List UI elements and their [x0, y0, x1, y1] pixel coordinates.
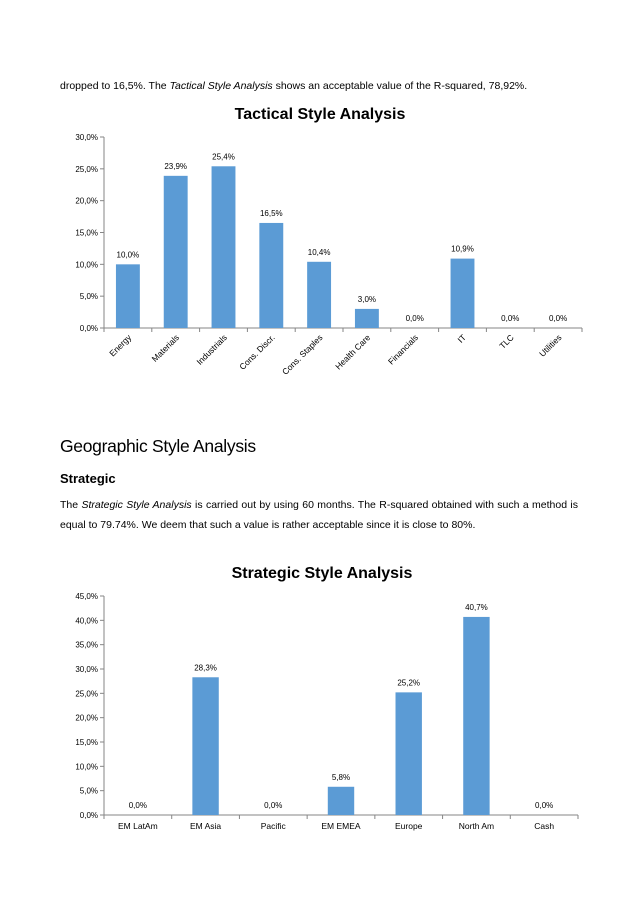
sub-heading: Strategic	[60, 471, 116, 486]
category-label: Cash	[534, 821, 555, 831]
y-tick-label: 45,0%	[75, 592, 98, 601]
data-label: 25,2%	[397, 678, 421, 688]
y-tick-label: 35,0%	[75, 640, 98, 650]
data-label: 0,0%	[535, 801, 554, 810]
y-tick-label: 20,0%	[75, 713, 98, 723]
category-label: EM LatAm	[118, 821, 158, 831]
bar-em-emea	[328, 787, 354, 815]
bar-cons-discr	[259, 223, 283, 328]
tactical-style-chart	[0, 95, 638, 395]
y-tick-label: 30,0%	[75, 133, 98, 142]
data-label: 23,9%	[164, 161, 188, 171]
category-label: Materials	[149, 332, 182, 364]
category-label: Energy	[107, 332, 134, 359]
bar-north-am	[463, 617, 489, 815]
data-label: 0,0%	[548, 314, 568, 323]
strategic-text-italic: Strategic Style Analysis	[81, 499, 192, 511]
data-label: 5,8%	[331, 772, 351, 782]
category-label: Industrials	[194, 332, 229, 367]
bar-europe	[396, 692, 422, 815]
y-tick-label: 0,0%	[79, 324, 98, 333]
chart-title: Tactical Style Analysis	[234, 106, 406, 123]
y-tick-label: 5,0%	[79, 292, 98, 302]
data-label: 0,0%	[264, 801, 283, 810]
category-label: IT	[455, 332, 468, 345]
intro-paragraph	[60, 76, 578, 96]
category-label: North Am	[458, 821, 495, 831]
category-label: EM EMEA	[321, 821, 361, 831]
data-label: 0,0%	[405, 314, 424, 323]
y-tick-label: 10,0%	[75, 260, 98, 270]
intro-text-italic: Tactical Style Analysis	[169, 80, 273, 92]
data-label: 40,7%	[465, 602, 488, 612]
intro-text-after: shows an acceptable value of the R-squared, 78,92%.	[272, 80, 528, 92]
bar-cons-staples	[307, 262, 331, 328]
strategic-style-chart	[0, 555, 638, 845]
strategic-text-after: is carried out by using 60 months. The R-squared obtained with such a method is equal to 79.74%. We deem that such a value is rather acceptable since it is close to 80%.	[60, 499, 578, 531]
data-label: 10,9%	[451, 244, 474, 254]
y-tick-label: 30,0%	[75, 665, 98, 674]
data-label: 3,0%	[357, 294, 377, 304]
y-tick-label: 0,0%	[79, 811, 98, 820]
bar-em-asia	[192, 677, 218, 815]
bar-industrials	[212, 166, 236, 328]
section-heading: Geographic Style Analysis	[60, 436, 256, 456]
bar-energy	[116, 264, 140, 328]
category-label: Health Care	[333, 332, 373, 372]
data-label: 0,0%	[501, 314, 520, 323]
y-tick-label: 5,0%	[79, 786, 98, 796]
strategic-text-before: The	[60, 499, 82, 511]
category-label: Cons. Staples	[280, 332, 325, 377]
y-tick-label: 25,0%	[75, 164, 98, 174]
category-label: TLC	[497, 332, 516, 351]
y-tick-label: 15,0%	[75, 228, 98, 238]
data-label: 10,4%	[307, 247, 331, 257]
category-label: Financials	[385, 332, 421, 367]
intro-text-before: dropped to 16,5%. The	[60, 80, 170, 92]
y-tick-label: 10,0%	[75, 762, 98, 772]
data-label: 10,0%	[116, 250, 140, 260]
y-tick-label: 15,0%	[75, 738, 98, 747]
data-label: 16,5%	[259, 208, 283, 218]
category-label: Pacific	[260, 821, 286, 831]
bar-materials	[164, 176, 188, 328]
category-label: Cons. Discr.	[237, 332, 277, 372]
category-label: Utilities	[537, 332, 564, 359]
data-label: 0,0%	[128, 801, 147, 810]
y-tick-label: 40,0%	[75, 616, 98, 626]
chart-title: Strategic Style Analysis	[231, 565, 413, 582]
bar-health-care	[355, 309, 379, 328]
data-label: 28,3%	[194, 663, 217, 673]
y-tick-label: 20,0%	[75, 196, 98, 206]
y-tick-label: 25,0%	[75, 689, 98, 699]
strategic-paragraph	[60, 495, 578, 535]
category-label: Europe	[395, 821, 423, 831]
bar-it	[451, 259, 475, 328]
category-label: EM Asia	[189, 821, 222, 831]
data-label: 25,4%	[212, 152, 235, 162]
